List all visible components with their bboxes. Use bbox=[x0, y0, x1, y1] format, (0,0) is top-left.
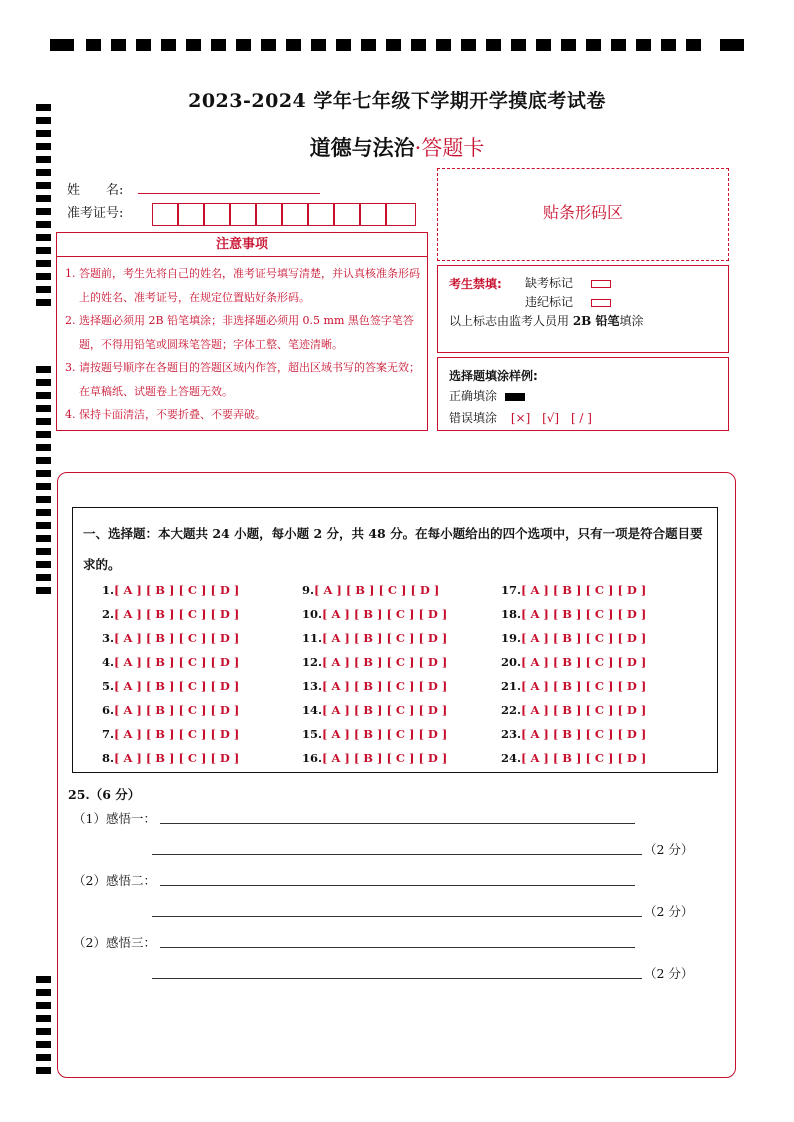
timing-mark bbox=[36, 431, 51, 438]
timing-mark bbox=[536, 39, 551, 51]
mc-question-number: 10. bbox=[302, 607, 323, 621]
timing-mark bbox=[261, 39, 276, 51]
timing-mark bbox=[486, 39, 501, 51]
timing-mark bbox=[36, 574, 51, 581]
id-digit-box[interactable] bbox=[178, 203, 204, 226]
mc-option-bubbles[interactable]: [ A ] [ B ] [ C ] [ D ] bbox=[114, 583, 240, 597]
q25-part-2-line-1[interactable] bbox=[160, 885, 635, 886]
mc-question bbox=[501, 727, 646, 741]
timing-mark bbox=[36, 366, 51, 373]
mc-question-number: 9. bbox=[302, 583, 315, 597]
timing-mark bbox=[36, 496, 51, 503]
mc-option-bubbles[interactable]: [ A ] [ B ] [ C ] [ D ] bbox=[322, 703, 448, 717]
mc-question-number: 12. bbox=[302, 655, 323, 669]
mc-question-number: 22. bbox=[501, 703, 522, 717]
timing-mark bbox=[36, 509, 51, 516]
timing-mark bbox=[461, 39, 476, 51]
notice-body bbox=[57, 257, 427, 427]
q25-part-3-points: （2 分） bbox=[644, 966, 694, 981]
mc-question bbox=[302, 607, 447, 621]
timing-mark bbox=[36, 1054, 51, 1061]
violation-mark-box[interactable] bbox=[591, 299, 611, 307]
correct-sample-row bbox=[449, 387, 525, 404]
mc-question bbox=[302, 655, 447, 669]
mc-question-number: 17. bbox=[501, 583, 522, 597]
mc-option-bubbles[interactable]: [ A ] [ B ] [ C ] [ D ] bbox=[521, 727, 647, 741]
mc-option-bubbles[interactable]: [ A ] [ B ] [ C ] [ D ] bbox=[521, 655, 647, 669]
timing-mark bbox=[161, 39, 176, 51]
mc-option-bubbles[interactable]: [ A ] [ B ] [ C ] [ D ] bbox=[521, 583, 647, 597]
mc-instruction: 一、选择题：本大题共 24 小题，每小题 2 分，共 48 分。在每小题给出的四个选项中，只有一项是符合题目要求的。 bbox=[83, 526, 703, 572]
q25-part-1-line-2[interactable] bbox=[152, 854, 642, 855]
exam-id-label: 准考证号: bbox=[67, 206, 124, 221]
q25-part-1-label: （1）感悟一： bbox=[73, 811, 156, 826]
notice-item: 4. 保持卡面清洁，不要折叠、不要弄破。 bbox=[65, 408, 266, 421]
mc-question bbox=[501, 679, 646, 693]
timing-mark bbox=[36, 483, 51, 490]
q25-title: 25.（6 分） bbox=[68, 787, 141, 802]
timing-mark bbox=[36, 1067, 51, 1074]
mc-question-number: 4. bbox=[102, 655, 115, 669]
timing-mark bbox=[36, 1015, 51, 1022]
timing-mark bbox=[611, 39, 626, 51]
mc-option-bubbles[interactable]: [ A ] [ B ] [ C ] [ D ] bbox=[322, 679, 448, 693]
proctor-box bbox=[437, 265, 729, 353]
timing-mark bbox=[36, 1041, 51, 1048]
timing-mark bbox=[561, 39, 576, 51]
mc-option-bubbles[interactable]: [ A ] [ B ] [ C ] [ D ] bbox=[322, 727, 448, 741]
timing-mark bbox=[36, 392, 51, 399]
timing-mark bbox=[36, 379, 51, 386]
timing-mark bbox=[436, 39, 451, 51]
mc-question-number: 20. bbox=[501, 655, 522, 669]
timing-mark bbox=[36, 457, 51, 464]
timing-mark bbox=[36, 195, 51, 202]
mc-question bbox=[102, 607, 239, 621]
mc-option-bubbles[interactable]: [ A ] [ B ] [ C ] [ D ] bbox=[114, 607, 240, 621]
mc-question-number: 5. bbox=[102, 679, 115, 693]
timing-mark bbox=[36, 234, 51, 241]
mc-question bbox=[102, 655, 239, 669]
timing-mark bbox=[236, 39, 251, 51]
mc-question bbox=[302, 727, 447, 741]
mc-question bbox=[102, 727, 239, 741]
timing-mark bbox=[636, 39, 651, 51]
timing-mark bbox=[36, 444, 51, 451]
mc-option-bubbles[interactable]: [ A ] [ B ] [ C ] [ D ] bbox=[114, 631, 240, 645]
timing-mark bbox=[36, 208, 51, 215]
timing-mark bbox=[36, 418, 51, 425]
id-digit-box[interactable] bbox=[282, 203, 308, 226]
mc-question-number: 1. bbox=[102, 583, 115, 597]
mc-question bbox=[102, 679, 239, 693]
wrong-mark-3: [ / ] bbox=[570, 411, 592, 425]
q25-part-3-label: （2）感悟三： bbox=[73, 935, 156, 950]
timing-mark bbox=[36, 1028, 51, 1035]
barcode-area: 贴条形码区 bbox=[437, 168, 729, 261]
proctor-label: 考生禁填: bbox=[449, 277, 502, 291]
timing-mark bbox=[36, 535, 51, 542]
mc-question bbox=[501, 751, 646, 765]
sample-title: 选择题填涂样例: bbox=[449, 369, 538, 383]
timing-mark bbox=[186, 39, 201, 51]
mc-question bbox=[302, 703, 447, 717]
mc-question-number: 21. bbox=[501, 679, 522, 693]
mc-question-number: 15. bbox=[302, 727, 323, 741]
wrong-mark-2: [√] bbox=[542, 411, 560, 425]
mc-option-bubbles[interactable]: [ A ] [ B ] [ C ] [ D ] bbox=[322, 631, 448, 645]
mc-question-number: 3. bbox=[102, 631, 115, 645]
timing-mark bbox=[586, 39, 601, 51]
timing-mark bbox=[36, 405, 51, 412]
timing-mark bbox=[36, 286, 51, 293]
id-digit-box[interactable] bbox=[386, 203, 416, 226]
mc-question-number: 2. bbox=[102, 607, 115, 621]
subject-separator: · bbox=[414, 136, 422, 160]
mc-option-bubbles[interactable]: [ A ] [ B ] [ C ] [ D ] bbox=[521, 703, 647, 717]
notice-item: 2. 选择题必须用 2B 铅笔填涂；非选择题必须用 0.5 mm 黑色签字笔答题，不得用铅笔或圆珠笔答题；字体工整、笔迹清晰。 bbox=[65, 314, 414, 351]
mc-option-bubbles[interactable]: [ A ] [ B ] [ C ] [ D ] bbox=[114, 703, 240, 717]
timing-mark bbox=[50, 39, 74, 51]
id-digit-box[interactable] bbox=[256, 203, 282, 226]
timing-mark bbox=[720, 39, 744, 51]
timing-mark bbox=[36, 247, 51, 254]
mc-question-number: 8. bbox=[102, 751, 115, 765]
timing-mark bbox=[36, 587, 51, 594]
mc-question-number: 19. bbox=[501, 631, 522, 645]
wrong-mark-1: [×] bbox=[510, 411, 531, 425]
timing-mark bbox=[361, 39, 376, 51]
subject-heading bbox=[0, 132, 794, 162]
id-digit-box[interactable] bbox=[204, 203, 230, 226]
mc-question bbox=[302, 631, 447, 645]
mc-question bbox=[302, 751, 447, 765]
timing-mark bbox=[686, 39, 701, 51]
mc-question bbox=[501, 703, 646, 717]
card-label: 答题卡 bbox=[421, 136, 485, 160]
id-digit-box[interactable] bbox=[152, 203, 178, 226]
q25-part-3-line-2[interactable] bbox=[152, 978, 642, 979]
timing-mark bbox=[36, 561, 51, 568]
mc-question-number: 6. bbox=[102, 703, 115, 717]
filled-mark-sample bbox=[505, 393, 525, 401]
timing-mark bbox=[36, 976, 51, 983]
timing-mark bbox=[36, 1002, 51, 1009]
subject-name: 道德与法治 bbox=[309, 135, 415, 160]
mc-question-number: 11. bbox=[302, 631, 323, 645]
mc-option-bubbles[interactable]: [ A ] [ B ] [ C ] [ D ] bbox=[322, 607, 448, 621]
q25-part-2-label: （2）感悟二： bbox=[73, 873, 156, 888]
timing-mark bbox=[511, 39, 526, 51]
mc-option-bubbles[interactable]: [ A ] [ B ] [ C ] [ D ] bbox=[114, 655, 240, 669]
name-field[interactable] bbox=[138, 193, 320, 194]
id-digit-box[interactable] bbox=[334, 203, 360, 226]
timing-mark bbox=[36, 548, 51, 555]
id-digit-box[interactable] bbox=[360, 203, 386, 226]
name-label: 姓 名: bbox=[67, 183, 124, 198]
correct-label: 正确填涂 bbox=[449, 389, 498, 403]
id-digit-box[interactable] bbox=[230, 203, 256, 226]
q25-part-1-line-1[interactable] bbox=[160, 823, 635, 824]
timing-mark bbox=[661, 39, 676, 51]
mc-option-bubbles[interactable]: [ A ] [ B ] [ C ] [ D ] bbox=[521, 607, 647, 621]
q25-part-1-points: （2 分） bbox=[644, 842, 694, 857]
mc-question bbox=[302, 583, 439, 597]
mc-question-number: 14. bbox=[302, 703, 323, 717]
exam-title: 2023-2024 学年七年级下学期开学摸底考试卷 bbox=[188, 90, 606, 112]
mc-question bbox=[501, 607, 646, 621]
timing-mark bbox=[36, 182, 51, 189]
timing-mark bbox=[311, 39, 326, 51]
notice-item: 1. 答题前，考生先将自己的姓名，准考证号填写清楚，并认真核准条形码上的姓名、准考证号，在规定位置贴好条形码。 bbox=[65, 267, 420, 304]
timing-mark bbox=[136, 39, 151, 51]
proctor-note bbox=[449, 312, 644, 329]
absent-mark-box[interactable] bbox=[591, 280, 611, 288]
wrong-sample-row bbox=[449, 409, 592, 426]
timing-mark bbox=[211, 39, 226, 51]
mc-option-bubbles[interactable]: [ A ] [ B ] [ C ] [ D ] bbox=[521, 679, 647, 693]
mc-question bbox=[501, 583, 646, 597]
timing-mark bbox=[111, 39, 126, 51]
timing-mark bbox=[336, 39, 351, 51]
timing-mark bbox=[386, 39, 401, 51]
proctor-note-prefix: 以上标志由监考人员用 bbox=[449, 314, 573, 328]
violation-label: 违纪标记 bbox=[525, 295, 574, 309]
wrong-label: 错误填涂 bbox=[449, 411, 498, 425]
mc-question-number: 16. bbox=[302, 751, 323, 765]
timing-mark bbox=[36, 989, 51, 996]
mc-question bbox=[102, 751, 239, 765]
timing-mark bbox=[411, 39, 426, 51]
proctor-note-bold: 2B 铅笔 bbox=[572, 314, 620, 328]
timing-mark bbox=[36, 299, 51, 306]
q25-part-2-points: （2 分） bbox=[644, 904, 694, 919]
timing-mark bbox=[36, 221, 51, 228]
q25-part-3-line-1[interactable] bbox=[160, 947, 635, 948]
mc-question bbox=[501, 631, 646, 645]
absent-label: 缺考标记 bbox=[525, 276, 574, 290]
timing-mark bbox=[36, 117, 51, 124]
mc-question-number: 23. bbox=[501, 727, 522, 741]
timing-mark bbox=[36, 273, 51, 280]
notice-title: 注意事项 bbox=[57, 233, 427, 257]
mc-question-number: 13. bbox=[302, 679, 323, 693]
mc-option-bubbles[interactable]: [ A ] [ B ] [ C ] [ D ] bbox=[114, 751, 240, 765]
mc-option-bubbles[interactable]: [ A ] [ B ] [ C ] [ D ] bbox=[314, 583, 440, 597]
mc-question bbox=[102, 631, 239, 645]
mc-question bbox=[501, 655, 646, 669]
mc-option-bubbles[interactable]: [ A ] [ B ] [ C ] [ D ] bbox=[114, 727, 240, 741]
mc-option-bubbles[interactable]: [ A ] [ B ] [ C ] [ D ] bbox=[322, 655, 448, 669]
mc-question-number: 18. bbox=[501, 607, 522, 621]
timing-mark bbox=[86, 39, 101, 51]
mc-option-bubbles[interactable]: [ A ] [ B ] [ C ] [ D ] bbox=[521, 751, 647, 765]
q25-part-2-line-2[interactable] bbox=[152, 916, 642, 917]
notice-box bbox=[56, 232, 428, 431]
multiple-choice-box bbox=[72, 507, 718, 773]
timing-mark bbox=[36, 522, 51, 529]
id-digit-box[interactable] bbox=[308, 203, 334, 226]
timing-mark bbox=[36, 470, 51, 477]
mc-option-bubbles[interactable]: [ A ] [ B ] [ C ] [ D ] bbox=[322, 751, 448, 765]
mc-question-number: 7. bbox=[102, 727, 115, 741]
mc-option-bubbles[interactable]: [ A ] [ B ] [ C ] [ D ] bbox=[521, 631, 647, 645]
timing-mark bbox=[36, 260, 51, 267]
mc-question bbox=[102, 583, 239, 597]
proctor-note-suffix: 填涂 bbox=[619, 314, 644, 328]
timing-mark bbox=[286, 39, 301, 51]
mc-question-number: 24. bbox=[501, 751, 522, 765]
fill-sample-box bbox=[437, 357, 729, 431]
mc-question bbox=[302, 679, 447, 693]
absent-mark-row bbox=[525, 274, 611, 291]
violation-mark-row bbox=[525, 293, 611, 310]
mc-option-bubbles[interactable]: [ A ] [ B ] [ C ] [ D ] bbox=[114, 679, 240, 693]
mc-question bbox=[102, 703, 239, 717]
notice-item: 3. 请按题号顺序在各题目的答题区域内作答，超出区域书写的答案无效；在草稿纸、试题卷上答题无效。 bbox=[65, 361, 420, 398]
timing-mark bbox=[36, 169, 51, 176]
